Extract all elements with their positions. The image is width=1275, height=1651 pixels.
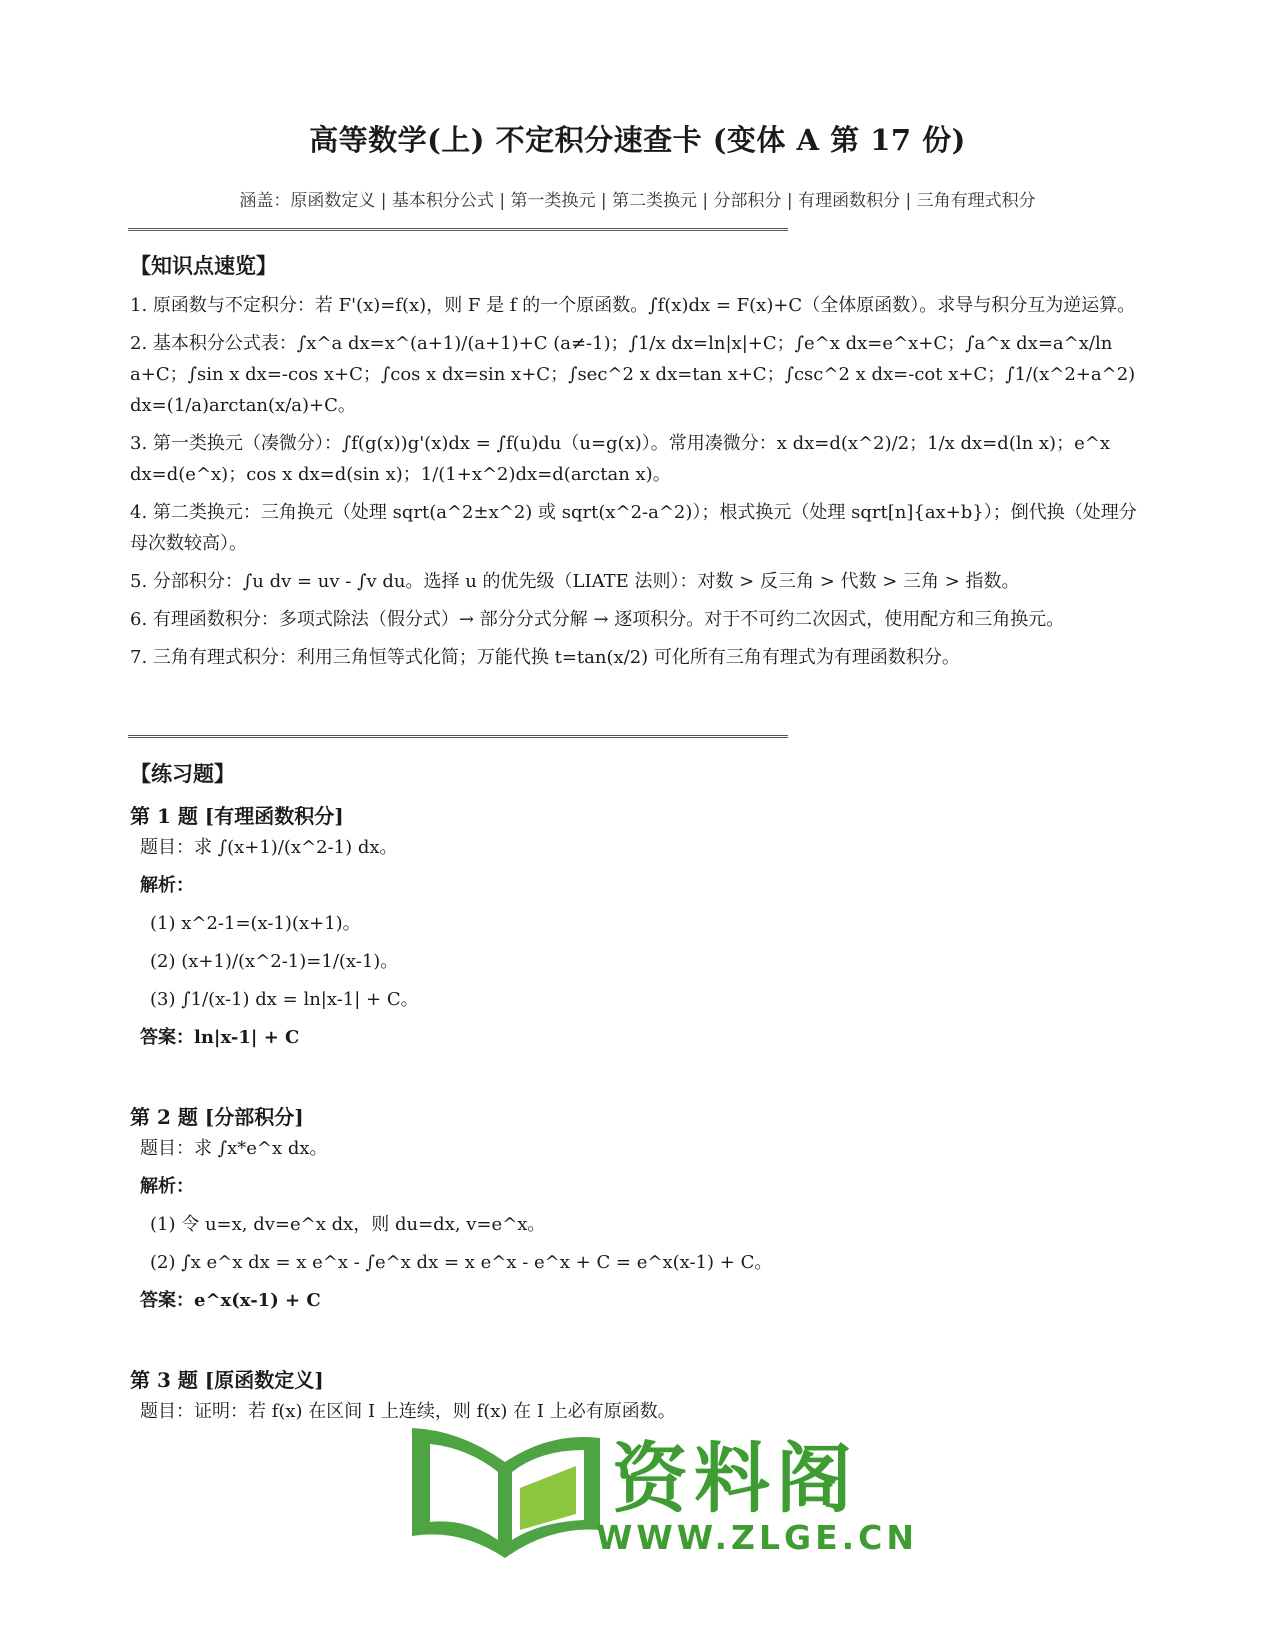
solution-step: (1) x^2-1=(x-1)(x+1)。 [150, 913, 361, 934]
solution-step: (1) 令 u=x, dv=e^x dx，则 du=dx, v=e^x。 [150, 1214, 546, 1235]
question-title: 第 2 题 [分部积分] [130, 1105, 304, 1129]
watermark-brand: 资料阁 [612, 1434, 858, 1523]
practice-heading: 【练习题】 [130, 761, 235, 786]
question-1 [130, 800, 1150, 1057]
watermark-url: WWW.ZLGE.CN [596, 1518, 919, 1557]
solution-step: (2) ∫x e^x dx = x e^x - ∫e^x dx = x e^x - e^x + C = e^x(x-1) + C。 [150, 1252, 773, 1273]
page-title: 高等数学(上) 不定积分速查卡 (变体 A 第 17 份) [309, 123, 966, 157]
practice-section [130, 758, 1150, 1431]
question-text: 题目：求 ∫(x+1)/(x^2-1) dx。 [140, 837, 398, 858]
solution-step: (3) ∫1/(x-1) dx = ln|x-1| + C。 [150, 989, 419, 1010]
knowledge-item: 7. 三角有理式积分：利用三角恒等式化简；万能代换 t=tan(x/2) 可化所有三角有理式为有理函数积分。 [130, 647, 960, 668]
knowledge-item: 4. 第二类换元：三角换元（处理 sqrt(a^2±x^2) 或 sqrt(x^2-a^2)）；根式换元（处理 sqrt[n]{ax+b}）；倒代换（处理分母次数较高）。 [130, 502, 1137, 554]
knowledge-item: 2. 基本积分公式表：∫x^a dx=x^(a+1)/(a+1)+C (a≠-1)；∫1/x dx=ln|x|+C；∫e^x dx=e^x+C；∫a^x dx=a^x/ln a+C；∫sin x dx=-cos x+C；∫cos x dx=sin x+C；∫sec^2 x dx=tan x+C；∫csc^2 x dx=-cot x+C；∫1/(x^2+a^2) dx=(1/a)arctan(x/a)+C。 [130, 333, 1136, 416]
knowledge-item: 3. 第一类换元（凑微分）：∫f(g(x))g'(x)dx = ∫f(u)du（u=g(x)）。常用凑微分：x dx=d(x^2)/2；1/x dx=d(ln x)；e^x dx=d(e^x)；cos x dx=d(sin x)；1/(1+x^2)dx=d(arctan x)。 [130, 433, 1110, 485]
question-text: 题目：求 ∫x*e^x dx。 [140, 1138, 328, 1159]
divider [128, 735, 788, 738]
solution-heading: 解析： [140, 875, 194, 896]
knowledge-item: 1. 原函数与不定积分：若 F'(x)=f(x)，则 F 是 f 的一个原函数。∫f(x)dx = F(x)+C（全体原函数）。求导与积分互为逆运算。 [130, 295, 1136, 316]
answer [130, 1019, 1150, 1057]
answer [130, 1282, 1150, 1320]
divider [128, 228, 788, 231]
knowledge-item: 6. 有理函数积分：多项式除法（假分式）→ 部分分式分解 → 逐项积分。对于不可约二次因式，使用配方和三角换元。 [130, 609, 1065, 630]
page-subtitle: 涵盖：原函数定义 | 基本积分公式 | 第一类换元 | 第二类换元 | 分部积分 | 有理函数积分 | 三角有理式积分 [239, 191, 1036, 211]
knowledge-heading: 【知识点速览】 [130, 253, 277, 278]
question-title: 第 3 题 [原函数定义] [130, 1368, 324, 1392]
answer-value: ln|x-1| + C [194, 1027, 300, 1048]
answer-label: 答案： [140, 1027, 194, 1048]
answer-label: 答案： [140, 1290, 194, 1311]
solution-step: (2) (x+1)/(x^2-1)=1/(x-1)。 [150, 951, 399, 972]
knowledge-section [130, 250, 1150, 680]
solution-heading: 解析： [140, 1176, 194, 1197]
question-text: 题目：证明：若 f(x) 在区间 I 上连续，则 f(x) 在 I 上必有原函数。 [140, 1401, 676, 1422]
knowledge-item: 5. 分部积分：∫u dv = uv - ∫v du。选择 u 的优先级（LIATE 法则）：对数 > 反三角 > 代数 > 三角 > 指数。 [130, 571, 1020, 592]
answer-value: e^x(x-1) + C [194, 1290, 321, 1311]
question-title: 第 1 题 [有理函数积分] [130, 804, 344, 828]
question-2 [130, 1101, 1150, 1320]
